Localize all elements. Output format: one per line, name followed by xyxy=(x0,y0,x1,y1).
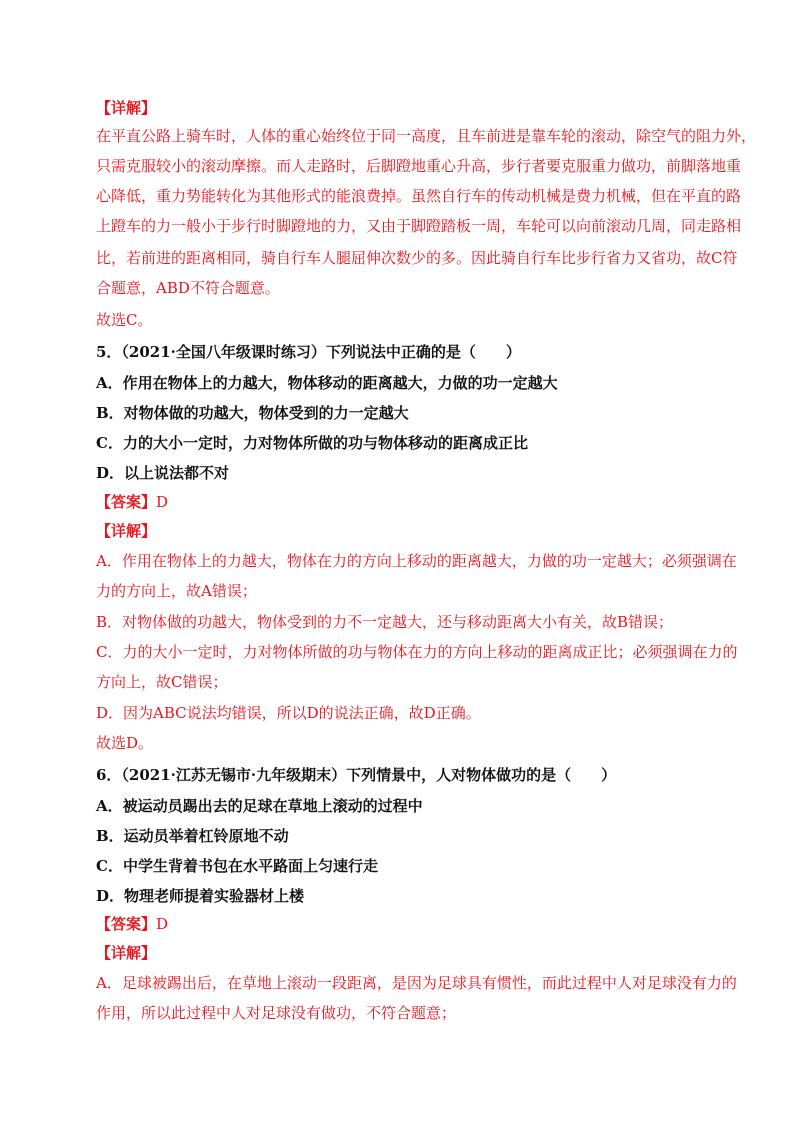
option-c: C．中学生背着书包在水平路面上匀速行走 xyxy=(96,857,378,875)
detail-heading: 【详解】 xyxy=(96,522,157,540)
explanation-line: 心降低，重力势能转化为其他形式的能浪费掉。虽然自行车的传动机械是费力机械，但在平直的路 xyxy=(96,187,742,205)
detail-line: 作用，所以此过程中人对足球没有做功，不符合题意； xyxy=(96,1004,457,1022)
answer-label: 【答案】 xyxy=(96,915,157,933)
detail-heading: 【详解】 xyxy=(96,99,157,117)
answer-row xyxy=(96,914,168,934)
option-d: D．以上说法都不对 xyxy=(96,464,230,482)
answer-row xyxy=(96,492,168,512)
explanation-line: 只需克服较小的滚动摩擦。而人走路时，后脚蹬地重心升高，步行者要克服重力做功，前脚落地重 xyxy=(96,157,742,175)
detail-line: A．作用在物体上的力越大，物体在力的方向上移动的距离越大，力做的功一定越大；必须强调在 xyxy=(96,552,737,570)
question-stem-6: 6．（2021·江苏无锡市·九年级期末）下列情景中，人对物体做功的是（ ） xyxy=(96,766,617,784)
option-d: D．物理老师提着实验器材上楼 xyxy=(96,887,305,905)
answer-value: D xyxy=(156,493,169,511)
conclusion-line: 故选C。 xyxy=(96,311,153,329)
option-b: B．对物体做的功越大，物体受到的力一定越大 xyxy=(96,404,409,422)
explanation-line: 合题意，ABD不符合题意。 xyxy=(96,279,280,297)
detail-line: D．因为ABC说法均错误，所以D的说法正确，故D正确。 xyxy=(96,704,481,722)
explanation-line: 比，若前进的距离相同，骑自行车人腿屈伸次数少的多。因此骑自行车比步行省力又省功，故C符 xyxy=(96,249,738,267)
question-stem-5: 5．（2021·全国八年级课时练习）下列说法中正确的是（ ） xyxy=(96,343,521,361)
answer-label: 【答案】 xyxy=(96,493,157,511)
conclusion-line: 故选D。 xyxy=(96,734,154,752)
detail-line: B．对物体做的功越大，物体受到的力不一定越大，还与移动距离大小有关，故B错误； xyxy=(96,613,674,631)
detail-line: C．力的大小一定时，力对物体所做的功与物体在力的方向上移动的距离成正比；必须强调在力的 xyxy=(96,643,738,661)
option-a: A．被运动员踢出去的足球在草地上滚动的过程中 xyxy=(96,797,423,815)
explanation-line: 在平直公路上骑车时，人体的重心始终位于同一高度，且车前进是靠车轮的滚动，除空气的阻力外， xyxy=(96,127,757,145)
detail-line: A．足球被踢出后，在草地上滚动一段距离，是因为足球具有惯性，而此过程中人对足球没有力的 xyxy=(96,974,737,992)
option-c: C．力的大小一定时，力对物体所做的功与物体移动的距离成正比 xyxy=(96,434,528,452)
option-a: A．作用在物体上的力越大，物体移动的距离越大，力做的功一定越大 xyxy=(96,374,558,392)
option-b: B．运动员举着杠铃原地不动 xyxy=(96,827,289,845)
detail-line: 方向上，故C错误； xyxy=(96,673,228,691)
detail-heading: 【详解】 xyxy=(96,944,157,962)
detail-line: 力的方向上，故A错误； xyxy=(96,582,257,600)
answer-value: D xyxy=(156,915,169,933)
explanation-line: 上蹬车的力一般小于步行时脚蹬地的力，又由于脚蹬踏板一周，车轮可以向前滚动几周，同走路相 xyxy=(96,217,742,235)
